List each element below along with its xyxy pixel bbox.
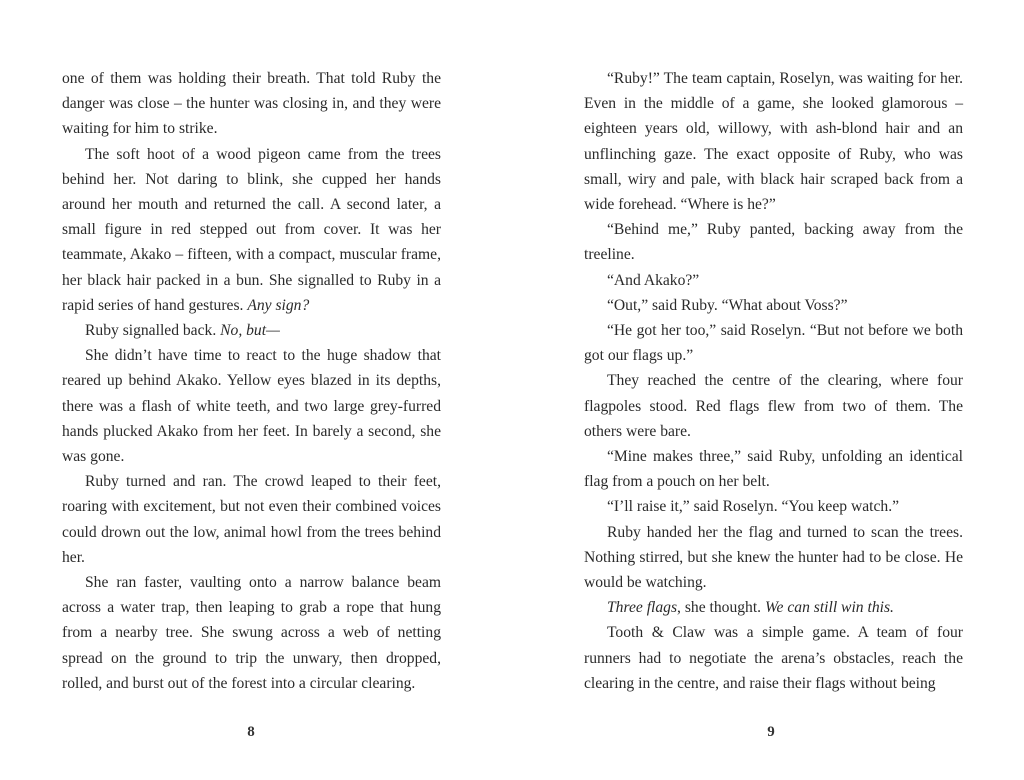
text-run: The soft hoot of a wood pigeon came from the trees behind her. Not daring to blink, she cupped her hands around her mouth and returned the call. A second later, a small figure in red stepped out from cover. It was her teammate, Akako – fifteen, with a compact, muscular frame, her black hair packed in a bun. She signalled to Ruby in a rapid series of hand gestures. <box>62 145 441 314</box>
text-run: They reached the centre of the clearing, where four flagpoles stood. Red flags flew from two of them. The others were bare. <box>584 372 963 440</box>
text-run: Tooth & Claw was a simple game. A team of four runners had to negotiate the arena’s obstacles, reach the clearing in the centre, and raise their flags without being <box>584 624 963 692</box>
paragraph <box>584 217 963 267</box>
text-run: “Ruby!” The team captain, Roselyn, was waiting for her. Even in the middle of a game, she looked glamorous – eighteen years old, willowy, with ash-blond hair and an unflinching gaze. The exact opposite of Ruby, who was small, wiry and pale, with black hair scraped back from a wide forehead. “Where is he?” <box>584 70 963 214</box>
text-run: “I’ll raise it,” said Roselyn. “You keep watch.” <box>607 498 900 516</box>
paragraph <box>584 368 963 444</box>
paragraph <box>62 469 441 570</box>
paragraph <box>584 293 963 318</box>
paragraph <box>584 520 963 596</box>
text-run: Ruby turned and ran. The crowd leaped to their feet, roaring with excitement, but not even their combined voices could drown out the low, animal howl from the trees behind her. <box>62 473 441 566</box>
text-run: “Mine makes three,” said Ruby, unfolding an identical flag from a pouch on her belt. <box>584 448 963 491</box>
paragraph <box>584 444 963 494</box>
text-run: one of them was holding their breath. That told Ruby the danger was close – the hunter was closing in, and they were waiting for him to strike. <box>62 70 441 138</box>
left-page <box>62 66 441 696</box>
paragraph <box>584 318 963 368</box>
italic-text: Three flags <box>607 599 678 617</box>
text-run: Ruby signalled back. <box>85 322 221 340</box>
text-run: She didn’t have time to react to the huge shadow that reared up behind Akako. Yellow eyes blazed in its depths, there was a flash of white teeth, and two large grey-furred hands plucked Akako from her feet. In barely a second, she was gone. <box>62 347 441 466</box>
paragraph <box>584 494 963 519</box>
paragraph <box>584 620 963 696</box>
page-number-right: 9 <box>767 724 775 740</box>
paragraph <box>584 595 963 620</box>
paragraph <box>62 570 441 696</box>
paragraph <box>584 268 963 293</box>
right-page <box>584 66 963 696</box>
text-run: “And Akako?” <box>607 271 700 289</box>
text-run: , she thought. <box>677 599 765 617</box>
text-run: “Out,” said Ruby. “What about Voss?” <box>607 296 848 314</box>
page-number-left: 8 <box>247 724 255 740</box>
paragraph <box>584 66 963 217</box>
italic-text: Any sign? <box>247 296 310 314</box>
paragraph <box>62 343 441 469</box>
italic-text: We can still win this. <box>764 599 894 617</box>
italic-text: No, but— <box>220 322 280 340</box>
text-run: Ruby handed her the flag and turned to scan the trees. Nothing stirred, but she knew the hunter had to be close. He would be watching. <box>584 523 963 592</box>
paragraph <box>62 142 441 318</box>
paragraph <box>62 66 441 142</box>
paragraph <box>62 318 441 343</box>
text-run: “He got her too,” said Roselyn. “But not before we both got our flags up.” <box>584 322 963 365</box>
text-run: She ran faster, vaulting onto a narrow balance beam across a water trap, then leaping to grab a rope that hung from a nearby tree. She swung across a web of netting spread on the ground to trip the unwary, then dropped, rolled, and burst out of the forest into a circular clearing. <box>62 574 441 692</box>
text-run: “Behind me,” Ruby panted, backing away from the treeline. <box>584 221 963 264</box>
